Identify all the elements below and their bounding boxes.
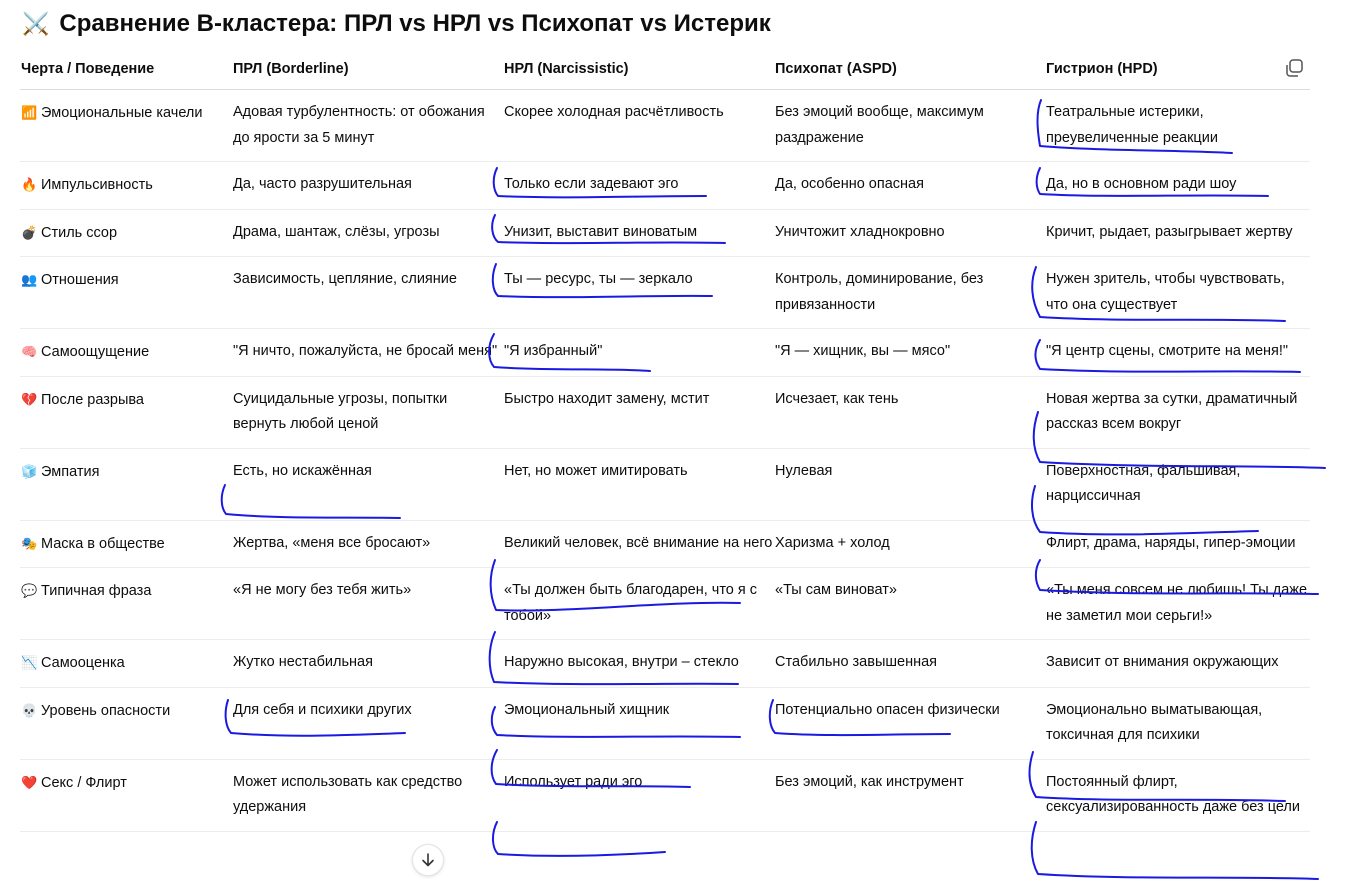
header-bpd: ПРЛ (Borderline)	[232, 50, 503, 90]
cell-aspd: Потенциально опасен физически	[774, 687, 1045, 759]
trait-cell	[20, 687, 232, 759]
trait-cell	[20, 759, 232, 831]
cell-hpd: "Я центр сцены, смотрите на меня!"	[1045, 329, 1310, 377]
trait-label: Самооценка	[41, 655, 125, 671]
page-title	[22, 6, 771, 42]
trait-cell	[20, 90, 232, 162]
cell-bpd: Суицидальные угрозы, попытки вернуть любой ценой	[232, 376, 503, 448]
row-icon: 🔥	[21, 177, 38, 192]
cell-hpd: «Ты меня совсем не любишь! Ты даже не заметил мои серьги!»	[1045, 568, 1310, 640]
cell-hpd: Кричит, рыдает, разыгрывает жертву	[1045, 209, 1310, 257]
trait-label: Маска в обществе	[41, 535, 165, 552]
cell-npd: Наружно высокая, внутри – стекло	[503, 640, 774, 688]
row-icon: 🎭	[21, 535, 38, 551]
cell-npd: Скорее холодная расчётливость	[503, 90, 774, 162]
trait-label: Уровень опасности	[41, 702, 171, 719]
cell-bpd: "Я ничто, пожалуйста, не бросай меня"	[232, 329, 503, 377]
header-aspd: Психопат (ASPD)	[774, 50, 1045, 90]
cell-aspd: Исчезает, как тень	[774, 376, 1045, 448]
cell-npd: Унизит, выставит виноватым	[503, 209, 774, 257]
cell-bpd: «Я не могу без тебя жить»	[232, 568, 503, 640]
cell-npd: Нет, но может имитировать	[503, 448, 774, 520]
crossed-swords-icon: ⚔️	[22, 11, 50, 36]
scroll-down-button[interactable]	[412, 844, 444, 876]
table-row	[20, 329, 1310, 377]
trait-label: Стиль ссор	[41, 224, 118, 241]
row-icon: 📉	[21, 655, 38, 670]
cell-hpd: Постоянный флирт, сексуализированность даже без цели	[1045, 759, 1310, 831]
cell-aspd: Контроль, доминирование, без привязанности	[774, 257, 1045, 329]
row-icon: 📶	[21, 105, 38, 120]
cell-aspd: "Я — хищник, вы — мясо"	[774, 329, 1045, 377]
cell-hpd: Поверхностная, фальшивая, нарциссичная	[1045, 448, 1310, 520]
cell-bpd: Жертва, «меня все бросают»	[232, 520, 503, 568]
cell-hpd: Новая жертва за сутки, драматичный рассказ всем вокруг	[1045, 376, 1310, 448]
trait-cell	[20, 257, 232, 329]
table-row	[20, 90, 1310, 162]
header-hpd: Гистрион (HPD)	[1045, 50, 1310, 90]
trait-cell	[20, 568, 232, 640]
cell-hpd: Зависит от внимания окружающих	[1045, 640, 1310, 688]
cell-npd: Великий человек, всё внимание на него	[503, 520, 774, 568]
cell-npd: Использует ради эго	[503, 759, 774, 831]
table-row	[20, 520, 1310, 568]
cell-npd: Быстро находит замену, мстит	[503, 376, 774, 448]
cell-bpd: Может использовать как средство удержания	[232, 759, 503, 831]
row-icon: 💬	[21, 583, 38, 598]
cell-bpd: Да, часто разрушительная	[232, 162, 503, 210]
cell-bpd: Драма, шантаж, слёзы, угрозы	[232, 209, 503, 257]
trait-label: Эмоциональные качели	[41, 105, 203, 121]
row-icon: 🧠	[21, 344, 38, 359]
trait-label: Эмпатия	[41, 463, 100, 480]
cell-hpd: Нужен зритель, чтобы чувствовать, что она существует	[1045, 257, 1310, 329]
row-icon: 💔	[21, 391, 38, 407]
trait-cell	[20, 640, 232, 688]
trait-cell	[20, 448, 232, 520]
trait-label: Импульсивность	[41, 177, 153, 193]
cell-npd: "Я избранный"	[503, 329, 774, 377]
row-icon: 💣	[21, 224, 38, 240]
trait-label: Отношения	[41, 272, 119, 288]
row-icon: 🧊	[21, 463, 38, 479]
trait-label: После разрыва	[41, 391, 144, 408]
trait-cell	[20, 329, 232, 377]
row-icon: ❤️	[21, 774, 38, 790]
cell-aspd: Харизма + холод	[774, 520, 1045, 568]
arrow-down-icon	[420, 852, 436, 868]
cell-aspd: Без эмоций вообще, максимум раздражение	[774, 90, 1045, 162]
table-row	[20, 568, 1310, 640]
trait-label: Типичная фраза	[41, 583, 152, 599]
cell-aspd: Нулевая	[774, 448, 1045, 520]
table-row	[20, 376, 1310, 448]
cell-npd: Только если задевают эго	[503, 162, 774, 210]
comparison-table	[20, 50, 1310, 832]
cell-bpd: Адовая турбулентность: от обожания до ярости за 5 минут	[232, 90, 503, 162]
cell-hpd: Эмоционально выматывающая, токсичная для психики	[1045, 687, 1310, 759]
table-row	[20, 640, 1310, 688]
cell-hpd: Театральные истерики, преувеличенные реакции	[1045, 90, 1310, 162]
trait-cell	[20, 162, 232, 210]
table-row	[20, 209, 1310, 257]
header-npd: НРЛ (Narcissistic)	[503, 50, 774, 90]
cell-aspd: Без эмоций, как инструмент	[774, 759, 1045, 831]
header-trait: Черта / Поведение	[20, 50, 232, 90]
table-row	[20, 759, 1310, 831]
row-icon: 👥	[21, 272, 38, 287]
trait-cell	[20, 209, 232, 257]
cell-npd: «Ты должен быть благодарен, что я с тобой»	[503, 568, 774, 640]
cell-npd: Эмоциональный хищник	[503, 687, 774, 759]
cell-bpd: Жутко нестабильная	[232, 640, 503, 688]
cell-aspd: Да, особенно опасная	[774, 162, 1045, 210]
table-row	[20, 448, 1310, 520]
cell-npd: Ты — ресурс, ты — зеркало	[503, 257, 774, 329]
cell-hpd: Флирт, драма, наряды, гипер-эмоции	[1045, 520, 1310, 568]
trait-cell	[20, 376, 232, 448]
trait-cell	[20, 520, 232, 568]
cell-bpd: Есть, но искажённая	[232, 448, 503, 520]
cell-aspd: «Ты сам виноват»	[774, 568, 1045, 640]
page-title-text: Сравнение B-кластера: ПРЛ vs НРЛ vs Психопат vs Истерик	[59, 10, 771, 37]
cell-bpd: Зависимость, цепляние, слияние	[232, 257, 503, 329]
trait-label: Секс / Флирт	[41, 774, 127, 791]
row-icon: 💀	[21, 702, 38, 718]
cell-aspd: Уничтожит хладнокровно	[774, 209, 1045, 257]
table-row	[20, 162, 1310, 210]
cell-aspd: Стабильно завышенная	[774, 640, 1045, 688]
table-body	[20, 90, 1310, 832]
table-row	[20, 687, 1310, 759]
table-row	[20, 257, 1310, 329]
trait-label: Самоощущение	[41, 344, 150, 360]
table-header-row	[20, 50, 1310, 90]
cell-bpd: Для себя и психики других	[232, 687, 503, 759]
cell-hpd: Да, но в основном ради шоу	[1045, 162, 1310, 210]
